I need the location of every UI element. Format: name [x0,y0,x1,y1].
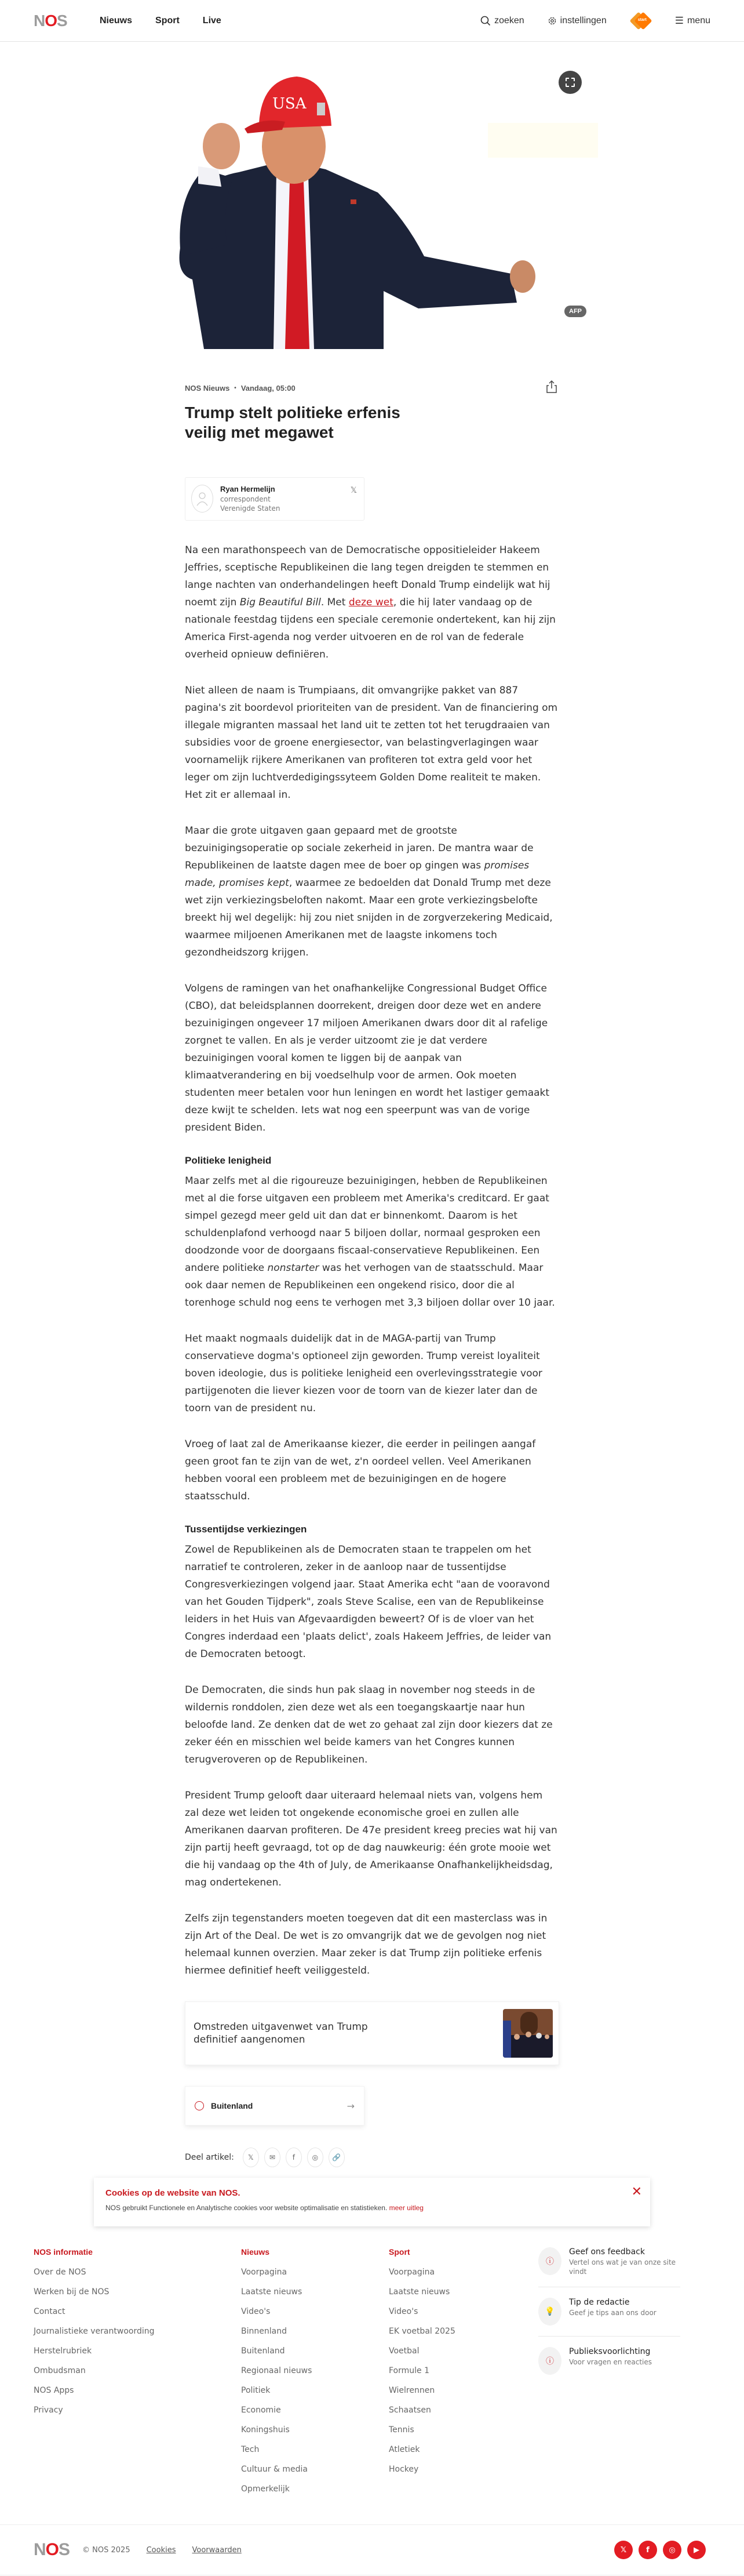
cookie-more-link[interactable]: meer uitleg [389,2204,424,2212]
footer-link[interactable]: Wielrennen [389,2386,435,2395]
footer-link[interactable]: Tennis [389,2425,414,2435]
cap-text: USA [272,95,307,112]
article-source: NOS Nieuws [185,384,230,393]
share-whatsapp-button[interactable]: ◎ [307,2148,323,2167]
footer-link[interactable]: Voorpagina [389,2268,435,2277]
footer-link[interactable]: EK voetbal 2025 [389,2327,455,2336]
article [175,384,569,2167]
user-icon [196,491,209,506]
footer-link[interactable]: Herstelrubriek [34,2346,92,2356]
footer-link[interactable]: Cultuur & media [241,2465,308,2474]
trump-photo [140,48,604,349]
hero-image [140,48,604,349]
footer-link[interactable]: Voorpagina [241,2268,287,2277]
footer-link[interactable]: Privacy [34,2406,63,2415]
footer-link[interactable]: Regionaal nieuws [241,2366,312,2375]
instagram-icon[interactable]: ◎ [663,2541,681,2559]
footer-link[interactable]: Werken bij de NOS [34,2287,110,2297]
footer-link[interactable]: Ombudsman [34,2366,86,2375]
tip-redactie-link[interactable]: 💡 Tip de redactie Geef je tips aan ons door [538,2298,680,2337]
inline-link-deze-wet[interactable]: deze wet [348,597,393,608]
fullscreen-button[interactable] [559,71,582,94]
hamburger-icon: ☰ [674,14,684,26]
footer-link[interactable]: Hockey [389,2465,419,2474]
footer-column-nos-informatie: NOS informatie Over de NOS Werken bij de NOS Contact Journalistieke verantwoording Herstelrubriek Ombudsman NOS Apps Privacy [34,2247,241,2495]
article-title: Trump stelt politieke erfenis veilig met megawet [185,404,400,441]
footer-link[interactable]: Tech [241,2445,260,2454]
footer-column-sport: Sport Voorpagina Laatste nieuws Video's EK voetbal 2025 Voetbal Formule 1 Wielrennen Schaatsen Tennis Atletiek Hockey [389,2247,538,2495]
footer-link[interactable]: Video's [241,2307,271,2316]
paragraph: Maar zelfs met al die rigoureuze bezuinigingen, hebben de Republikeinen met al die forse uitgaven een probleem met Amerika's creditcard. Er gaat simpel gezegd meer geld uit dan dat er binnenkomt. Daarom is het schuldenplafond verhoogd naar 5 biljoen dollar, normaal gesproken een doodzonde voor de doorgaans fiscaal-conservatieve Republikeinen. Een andere politieke nonstarter was het verhogen van de staatsschuld. Maar ook daar nemen de Republikeinen een ongekend risico, door die al torenhoge schuld nog eens te verhogen met 3,3 biljoen dollar over 10 jaar. [185,1175,555,1309]
main-nav [100,16,221,26]
cookie-banner [94,2178,650,2226]
facebook-icon[interactable]: f [639,2541,657,2559]
photo-credit: AFP [564,306,586,317]
footer-link[interactable]: Atletiek [389,2445,420,2454]
footer-link[interactable]: Video's [389,2307,418,2316]
footer-link[interactable]: Opmerkelijk [241,2484,290,2494]
paragraph: Vroeg of laat zal de Amerikaanse kiezer, die eerder in peilingen aangaf geen groot fan te zijn van de wet, z'n oordeel vellen. Veel Amerikanen hebben vooral een probleem met de bezuinigingen en de hogere staatsschuld. [185,1438,536,1502]
paragraph: Zelfs zijn tegenstanders moeten toegeven dat dit een masterclass was in zijn Art of the Deal. De wet is zo omvangrijk dat we de gevolgen nog niet helemaal kunnen overzien. Maar zeker is dat Trump zijn politieke erfenis hiermee definitief heeft veiliggesteld. [185,1913,548,1976]
footer-link[interactable]: Politiek [241,2386,271,2395]
share-email-button[interactable]: ✉ [264,2148,280,2167]
gear-icon [548,16,557,26]
related-article-card[interactable] [185,2001,559,2065]
paragraph: Maar die grote uitgaven gaan gepaard met de grootste bezuinigingsoperatie op sociale zekerheid in jaren. De mantra waar de Republikeinen de laatste dagen mee de boer op gingen was promises made, promises kept, waarmee ze bedoelden dat Donald Trump met deze wet zijn verkiezingsbeloften nakomt. Maar een grote verkiezingsbelofte breekt hij wel degelijk: hij zou niet snijden in de zorgverzekering Medicaid, waarmee miljoenen Amerikanen met de laagste inkomens toch gezondheidszorg krijgen. [185,825,553,958]
footer-link[interactable]: NOS Apps [34,2386,74,2395]
footer-link[interactable]: Economie [241,2406,281,2415]
section-heading: Tussentijdse verkiezingen [185,1524,307,1535]
category-link-buitenland[interactable]: Buitenland → [185,2086,364,2126]
nos-logo[interactable]: N O S [34,11,67,30]
info-icon: ⓘ [538,2347,561,2375]
paragraph: President Trump gelooft daar uiteraard helemaal niets van, volgens hem zal deze wet leiden tot ongekende economische groei en zullen alle Amerikanen daarvan profiteren. De 47e president kreeg precies wat hij van zijn partij heeft gevraagd, tot op de dag nauwkeurig: één grote mooie wet die hij vandaag op the 4th of July, de Amerikaanse Onafhankelijkheidsdag, mag ondertekenen. [185,1790,557,1888]
article-time: Vandaag, 05:00 [240,384,296,393]
footer [0,2247,744,2495]
share-icon[interactable] [544,379,559,394]
search-button[interactable]: zoeken [480,16,524,26]
section-heading: Politieke lenigheid [185,1155,272,1166]
globe-icon [195,2101,204,2110]
share-x-button[interactable]: 𝕏 [243,2148,259,2167]
paragraph: Na een marathonspeech van de Democratische oppositieleider Hakeem Jeffries, sceptische Republikeinen die lang tegen dreigden te stemmen en lange nachten van onderhandelingen heeft Donald Trump eindelijk wat hij noemt zijn Big Beautiful Bill. Met deze wet, die hij later vandaag op de nationale feestdag tijdens een speciale ceremonie ondertekent, kan hij zijn America First-agenda nog verder uitvoeren en de rol van de federale overheid opnieuw definiëren. [185,544,556,660]
author-role: correspondent Verenigde Staten [220,495,280,513]
menu-button[interactable]: ☰ menu [674,14,710,26]
cookies-link[interactable]: Cookies [146,2545,176,2555]
cookie-title: Cookies op de website van NOS. [105,2188,240,2198]
related-article-title: Omstreden uitgavenwet van Trump definitief aangenomen [194,2021,368,2045]
footer-link[interactable]: Contact [34,2307,65,2316]
paragraph: Het maakt nogmaals duidelijk dat in de MAGA-partij van Trump conservatieve dogma's optioneel zijn geworden. Trump vereist loyaliteit boven ideologie, dus is politieke lenigheid een overlevingsstrategie voor partijgenoten die liever kiezen voor de toorn van de kiezer later dan de toorn van de president nu. [185,1333,542,1414]
nav-nieuws[interactable]: Nieuws [100,15,133,26]
footer-link[interactable]: Laatste nieuws [241,2287,302,2297]
lightbulb-icon: 💡 [538,2298,561,2326]
cookie-text: NOS gebruikt Functionele en Analytische cookies voor website optimalisatie en statistieken. meer uitleg [105,2204,424,2212]
footer-link[interactable]: Schaatsen [389,2406,431,2415]
paragraph: De Democraten, die sinds hun pak slaag in november nog steeds in de wildernis ronddolen, zien deze wet als een toegangskaartje naar hun beloofde land. Ze denken dat de wet zo gehaat zal zijn door kiezers dat ze zeker één en misschien wel beide kamers van het Congres kunnen terugveroveren op de Republikeinen. [185,1684,553,1765]
arrow-right-icon: → [347,2100,355,2112]
close-icon[interactable]: ✕ [631,2185,642,2199]
footer-link[interactable]: Formule 1 [389,2366,429,2375]
share-facebook-button[interactable]: f [286,2148,302,2167]
expand-icon [566,78,575,87]
settings-button[interactable]: instellingen [548,16,607,26]
footer-link[interactable]: Journalistieke verantwoording [34,2327,155,2336]
nav-sport[interactable]: Sport [155,15,180,26]
author-card[interactable] [185,477,364,521]
x-icon[interactable]: 𝕏 [350,486,357,495]
avatar [191,485,213,513]
share-bar: Deel artikel: 𝕏 ✉ f ◎ 🔗 [185,2148,559,2167]
social-links [614,2541,706,2559]
footer-link[interactable]: Voetbal [389,2346,420,2356]
footer-link[interactable]: Laatste nieuws [389,2287,450,2297]
nos-logo-footer[interactable]: NOS [34,2540,70,2559]
footer-column-nieuws: Nieuws Voorpagina Laatste nieuws Video's Binnenland Buitenland Regionaal nieuws Politiek Economie Koningshuis Tech Cultuur & media Opmerkelijk [241,2247,389,2495]
article-meta: NOS Nieuws • Vandaag, 05:00 [185,384,296,393]
author-name: Ryan Hermelijn [220,485,275,493]
site-header [0,0,744,42]
article-body [185,542,559,1979]
publieksvoorlichting-link[interactable]: ⓘ Publieksvoorlichting Voor vragen en reacties [538,2347,680,2385]
share-link-button[interactable]: 🔗 [329,2148,345,2167]
feedback-link[interactable]: ⓘ Geef ons feedback Vertel ons wat je van onze site vindt [538,2247,680,2287]
x-social-icon[interactable]: 𝕏 [614,2541,633,2559]
npo-start-logo[interactable]: start [630,12,652,30]
footer-link[interactable]: Over de NOS [34,2268,86,2277]
footer-contact [538,2247,680,2495]
feedback-icon: ⓘ [538,2247,561,2275]
footer-bottom-bar [0,2524,744,2575]
nav-live[interactable]: Live [202,15,221,26]
paragraph: Zowel de Republikeinen als de Democraten staan te trappelen om het narratief te controleren, zeker in de aanloop naar de tussentijdse Congresverkiezingen volgend jaar. Staat Amerika echt "aan de vooravond van het Gouden Tijdperk", zoals Steve Scalise, een van de Republikeinse leiders in het Huis van Afgevaardigden beweert? Of is de vloer van het Congres inderdaad een 'plaats delict', zoals Hakeem Jeffries, de leider van de Democraten betoogt. [185,1544,552,1660]
related-article-thumbnail [503,2009,553,2058]
paragraph: Niet alleen de naam is Trumpiaans, dit omvangrijke pakket van 887 pagina's zit boordevol prioriteiten van de president. Van de financiering om illegale migranten massaal het land uit te zetten tot het terugdraaien van subsidies voor de groene energiesector, van belastingverlagingen waar voornamelijk rijkere Amerikanen van profiteren tot extra geld voor het leger om zijn luchtverdedigingssyteem Golden Dome realiteit te maken. Het zit er allemaal in. [185,685,558,801]
paragraph: Volgens de ramingen van het onafhankelijke Congressional Budget Office (CBO), dat beleidsplannen doorrekent, dreigen door deze wet en andere bezuinigingen ongeveer 17 miljoen Amerikanen dwars door dit al rafelige zorgnet te vallen. En als je verder uitzoomt zie je dat verdere bezuinigingen vooral komen te liggen bij de aanpak van klimaatverandering en bij voedselhulp voor de armen. Ook moeten studenten meer betalen voor hun leningen en wordt het lastiger gemaakt deze kwijt te schelden. Iets wat nog een speerpunt was van de vorige president Biden. [185,983,550,1133]
youtube-icon[interactable]: ▶ [687,2541,706,2559]
search-icon [480,16,491,26]
footer-link[interactable]: Buitenland [241,2346,285,2356]
footer-link[interactable]: Koningshuis [241,2425,290,2435]
footer-link[interactable]: Binnenland [241,2327,287,2336]
copyright: © NOS 2025 [82,2545,130,2555]
terms-link[interactable]: Voorwaarden [192,2545,242,2555]
